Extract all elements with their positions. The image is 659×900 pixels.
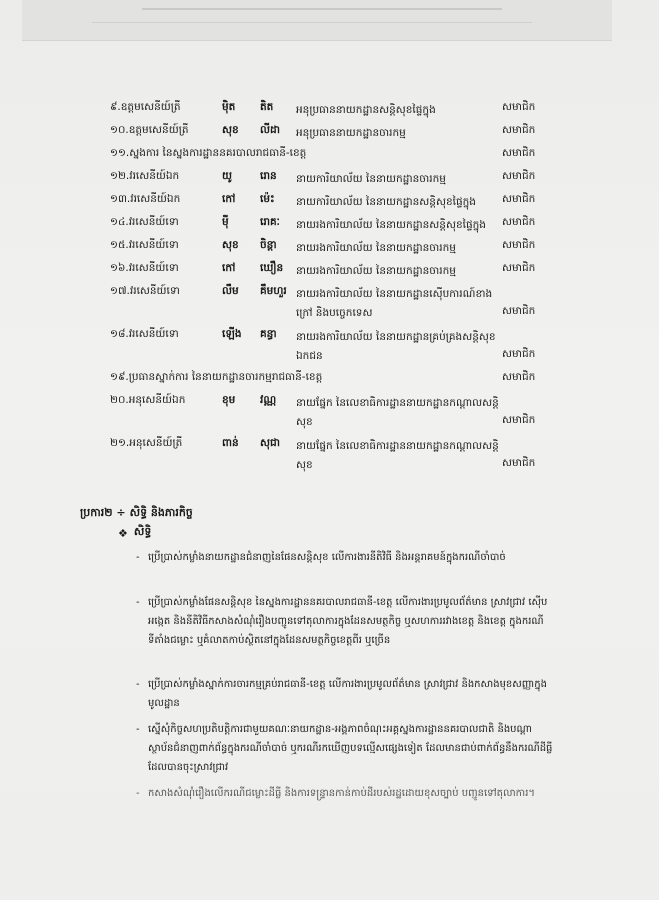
member-family-name: ម៉ិត — [222, 101, 236, 113]
member-role: នាយរងការិយាល័យ នៃនាយកដ្ឋានសន្តិសុខផ្ទៃក្នុង — [296, 219, 486, 231]
member-rank: ១៦.វរសេនីយ៍ទោ — [110, 262, 179, 274]
member-given-name: រោន — [260, 170, 277, 182]
member-row — [110, 285, 550, 328]
member-rank: ១០.ឧត្តមសេនីយ៍ត្រី — [110, 124, 189, 136]
member-role: នាយរងការិយាល័យ នៃនាយកដ្ឋានគ្រប់គ្រងសន្តិសុខឯកជន — [296, 331, 496, 362]
list-item — [136, 784, 556, 822]
dash-bullet-icon: - — [136, 552, 140, 563]
member-row — [110, 216, 550, 239]
list-item — [136, 720, 556, 777]
rights-list — [136, 548, 556, 829]
member-family-name: កៅ — [222, 193, 236, 205]
member-role: នាយការិយាល័យ នៃនាយកដ្ឋានចារកម្ម — [296, 173, 446, 185]
member-rank: ១៣.វរសេនីយ៍ឯក — [110, 193, 181, 205]
member-given-name: គឹមហួរ — [260, 285, 287, 297]
list-item-text: កសាងសំណុំរឿងលើករណីជម្លោះដីធ្លី និងការទន្ទ្រានកាន់កាប់ដីរបស់រដ្ឋដោយខុសច្បាប់ បញ្ជូនទៅតុលាការ។ — [148, 788, 535, 799]
list-item-text: ស្នើសុំកិច្ចសហប្រតិបត្តិការជាមួយគណៈនាយកដ្ឋាន-អង្គភាពចំណុះអគ្គស្នងការដ្ឋាននគរបាលជាតិ និងបណ្តាស្ថាប័នជំនាញពាក់ព័ន្ធក្នុងករណីចាំបាច់ ឬករណីរកឃើញបទល្មើសផ្សេងទៀត ដែលមានជាប់ពាក់ព័ន្ធនឹងករណីដីធ្លីដែលបានចុះស្រាវជ្រាវ — [148, 724, 553, 773]
member-full-line: ១១.ស្នងការ នៃស្នងការដ្ឋាននគរបាលរាជធានី-ខេត្ត — [110, 147, 307, 159]
faint-scan-line — [142, 8, 502, 10]
member-status: សមាជិក — [502, 371, 536, 383]
member-row — [110, 124, 550, 147]
member-given-name: រោគៈ — [260, 216, 280, 228]
list-item-text: ប្រើប្រាស់កម្លាំងផែនសន្តិសុខ នៃស្នងការដ្ឋាននគរបាលរាជធានី-ខេត្ត លើការងារប្រមូលព័ត៌មាន ស្រាវជ្រាវ ស៊ើបអង្កេត និងនីតិវិធីកសាងសំណុំរឿងបញ្ជូនទៅតុលាការក្នុងដែនសមត្ថកិច្ច ឬសហការរវាងខេត្ត និងខេត្ត ក្នុងករណីទីតាំងជម្លោះ ឬគំលាតកាប់ស្ថិតនៅក្នុងដែនសមត្ថកិច្ចខេត្តពីរ ឬច្រើន — [148, 597, 548, 646]
member-role: អនុប្រធាននាយកដ្ឋានសន្តិសុខផ្ទៃក្នុង — [296, 104, 436, 116]
member-row — [110, 147, 550, 170]
member-rank: ២០.អនុសេនីយ៍ឯក — [110, 394, 186, 406]
member-status: សមាជិក — [502, 216, 536, 228]
member-role: នាយផ្នែក នៃលេខាធិការដ្ឋាននាយកដ្ឋានកណ្តាលសន្តិសុខ — [296, 397, 499, 428]
member-status: សមាជិក — [502, 124, 536, 136]
list-item — [136, 675, 556, 713]
diamond-bullet-icon: ❖ — [118, 526, 128, 540]
previous-page-edge — [22, 0, 612, 41]
member-row — [110, 371, 550, 394]
member-status: សមាជិក — [502, 348, 536, 360]
member-given-name: តិត — [260, 101, 274, 113]
member-given-name: ឃឿន — [260, 262, 284, 274]
member-status: សមាជិក — [502, 147, 536, 159]
list-item — [136, 548, 556, 586]
member-rank: ១២.វរសេនីយ៍ឯក — [110, 170, 180, 182]
member-full-line: ១៩.ប្រធានស្នាក់ការ នៃនាយកដ្ឋានចារកម្មរាជធានី-ខេត្ត — [110, 371, 323, 383]
subsection-title: សិទ្ធិ — [133, 525, 152, 538]
subsection-heading — [118, 525, 151, 541]
member-family-name: ម៉ី — [222, 216, 229, 228]
dash-bullet-icon: - — [136, 724, 140, 735]
member-given-name: ម៉េះ — [260, 193, 275, 205]
member-family-name: កៅ — [222, 262, 236, 274]
member-role: នាយរងការិយាល័យ នៃនាយកដ្ឋានចារកម្ម — [296, 265, 456, 277]
list-item — [136, 593, 556, 668]
member-row — [110, 437, 550, 480]
member-row — [110, 101, 550, 124]
member-rank: ២១.អនុសេនីយ៍ត្រី — [110, 437, 183, 449]
member-role: នាយផ្នែក នៃលេខាធិការដ្ឋាននាយកដ្ឋានកណ្តាលសន្តិសុខ — [296, 440, 499, 471]
member-role: នាយរងការិយាល័យ នៃនាយកដ្ឋានស៊ើបការណ៍ខាងក្រៅ និងបច្ចេកទេស — [296, 288, 493, 319]
member-given-name: លីដា — [260, 124, 280, 136]
member-family-name: ខុម — [222, 394, 236, 406]
section-heading — [80, 506, 193, 522]
member-row — [110, 328, 550, 371]
member-family-name: ឡើង — [222, 328, 242, 340]
member-rank: ១៧.វរសេនីយ៍ទោ — [110, 285, 180, 297]
member-row — [110, 193, 550, 216]
member-status: សមាជិក — [502, 262, 536, 274]
member-row — [110, 170, 550, 193]
member-role: អនុប្រធាននាយកដ្ឋានចារកម្ម — [296, 127, 406, 139]
member-status: សមាជិក — [502, 170, 536, 182]
member-given-name: វណ្ណ — [260, 394, 277, 406]
member-status: សមាជិក — [502, 239, 536, 251]
member-row — [110, 239, 550, 262]
member-family-name: សុខ — [222, 124, 239, 136]
member-list — [110, 101, 550, 480]
faint-scan-line — [92, 22, 532, 23]
member-status: សមាជិក — [502, 457, 536, 469]
dash-bullet-icon: - — [136, 597, 140, 608]
member-status: សមាជិក — [502, 305, 536, 317]
dash-bullet-icon: - — [136, 679, 140, 690]
member-family-name: យូ — [222, 170, 232, 182]
member-row — [110, 262, 550, 285]
member-family-name: ពាន់ — [222, 437, 239, 449]
member-given-name: សុជា — [260, 437, 280, 449]
member-row — [110, 394, 550, 437]
list-item-text: ប្រើប្រាស់កម្លាំងនាយកដ្ឋានជំនាញនៃផែនសន្តិសុខ លើការងារនីតិវិធី និងអន្តរាគមន៍ក្នុងករណីចាំបាច់ — [148, 552, 506, 563]
member-rank: ១៨.វរសេនីយ៍ទោ — [110, 328, 179, 340]
member-rank: ១៥.វរសេនីយ៍ទោ — [110, 239, 179, 251]
member-role: នាយរងការិយាល័យ នៃនាយកដ្ឋានចារកម្ម — [296, 242, 456, 254]
member-status: សមាជិក — [502, 193, 536, 205]
member-given-name: គន្ធា — [260, 328, 277, 340]
member-given-name: ចិន្តា — [260, 239, 277, 251]
section-title: សិទ្ធិ និងភារកិច្ច — [129, 506, 193, 519]
member-status: សមាជិក — [502, 414, 536, 426]
member-rank: ៩.ឧត្តមសេនីយ៍ត្រី — [110, 101, 181, 113]
member-rank: ១៤.វរសេនីយ៍ទោ — [110, 216, 179, 228]
section-label: ប្រការ២ ÷ — [80, 506, 126, 519]
list-item-text: ប្រើប្រាស់កម្លាំងស្នាក់ការចារកម្មគ្រប់រាជធានី-ខេត្ត លើការងារប្រមូលព័ត៌មាន ស្រាវជ្រាវ និងកសាងមុខសញ្ញាក្នុងមូលដ្ឋាន — [148, 679, 547, 709]
member-status: សមាជិក — [502, 101, 536, 113]
dash-bullet-icon: - — [136, 788, 140, 799]
member-family-name: សុខ — [222, 239, 239, 251]
member-role: នាយការិយាល័យ នៃនាយកដ្ឋានសន្តិសុខផ្ទៃក្នុង — [296, 196, 476, 208]
member-family-name: លឹម — [222, 285, 239, 297]
